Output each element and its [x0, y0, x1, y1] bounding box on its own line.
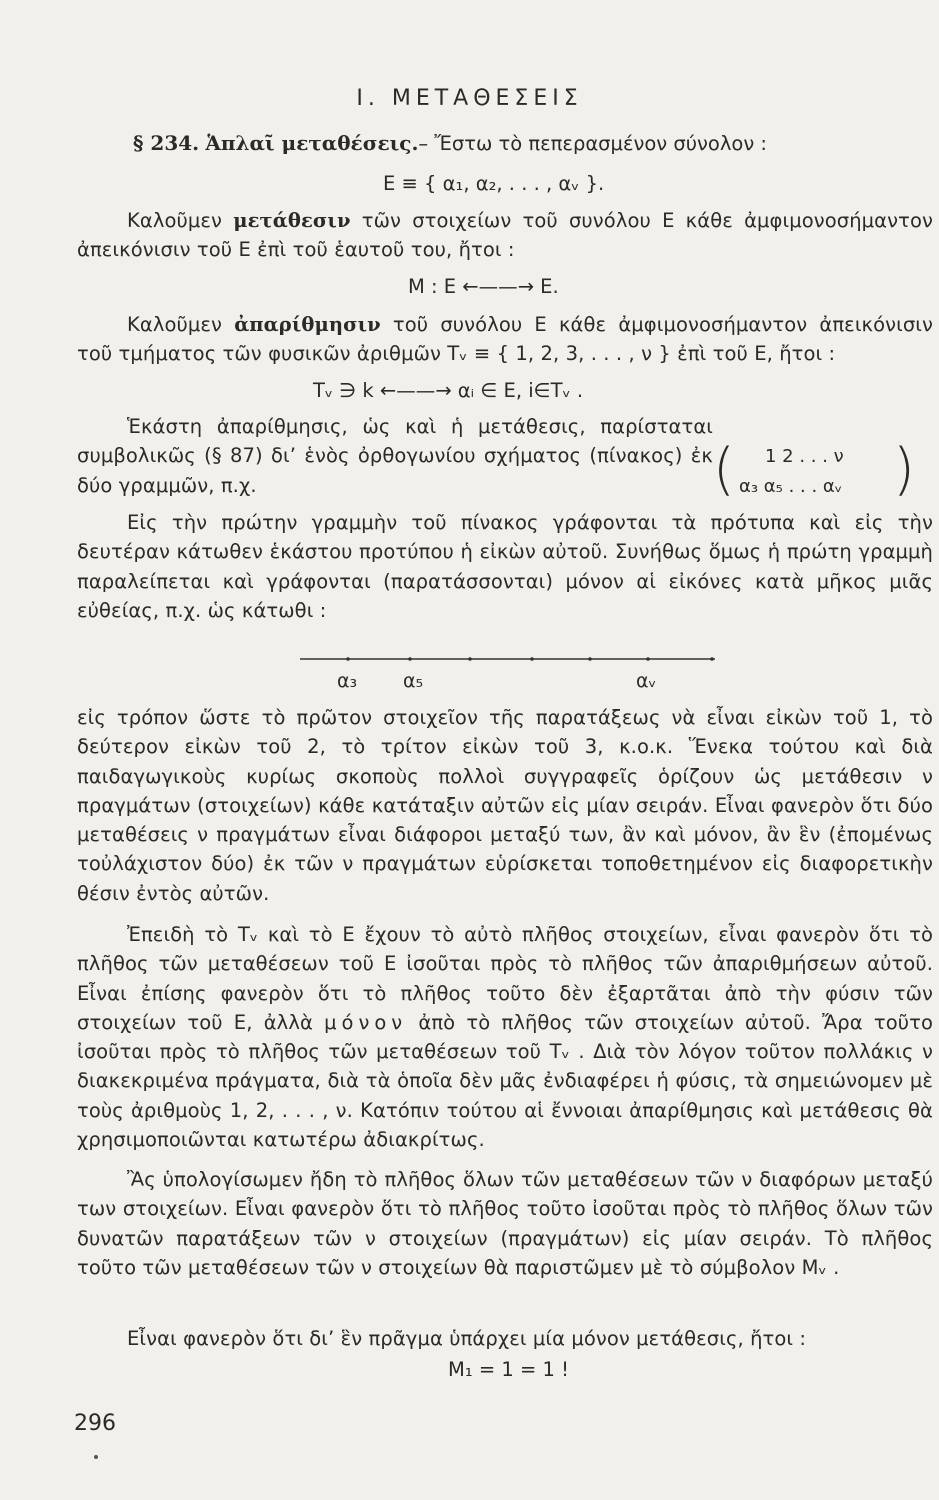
chapter-title: I. ΜΕΤΑΘΕΣΕΙΣ — [356, 86, 583, 111]
section-heading — [133, 131, 767, 155]
paragraph-enumeration-definition — [77, 310, 933, 369]
paragraph-single-element: Εἶναι φανερὸν ὅτι δι’ ἓν πρᾶγμα ὑπάρχει μία μόνον μετάθεσις, ἤτοι : — [127, 1327, 807, 1350]
set-equation: E ≡ { α₁, α₂, . . . , αᵥ }. — [383, 172, 605, 195]
para6-text-after: ἀπὸ τὸ πλῆθος τῶν στοιχείων αὐτοῦ. Ἄρα τοῦτο ἰσοῦται πρὸς τὸ πλῆθος τῶν μεταθέσεων τοῦ Tᵥ . Διὰ τὸν λόγον τοῦτον πολλάκις ν διακεκριμένα πράγματα, διὰ τὰ ὁποῖα δὲν μᾶς ἐνδιαφέρει ἡ φύσις, τὰ σημειώνομεν μὲ τοὺς ἀριθμοὺς 1, 2, . . . , ν. Κατόπιν τούτου αἱ ἔννοιαι ἀπαρίθμησις καὶ μετάθεσις θὰ χρησιμοποιῶνται κατωτέρω ἀδιακρίτως. — [77, 1010, 933, 1152]
para2-text-before: Καλοῦμεν — [127, 313, 235, 336]
arrangement-dot — [530, 657, 534, 661]
right-parenthesis: ) — [893, 437, 915, 502]
final-equation: M₁ = 1 = 1 ! — [448, 1358, 569, 1381]
arrangement-dot — [588, 657, 592, 661]
term-enumeration: ἀπαρίθμησιν — [234, 313, 381, 336]
line-label-a3: α₃ — [337, 670, 358, 692]
paragraph-matrix-rows: Εἰς τὴν πρώτην γραμμὴν τοῦ πίνακος γράφονται τὰ πρότυπα καὶ εἰς τὴν δευτέραν κάτωθεν ἑκάστου προτύπου ἡ εἰκὼν αὐτοῦ. Συνήθως ὅμως ἡ πρώτη γραμμὴ παραλείπεται καὶ γράφονται (παρατάσσονται) μόνον αἱ εἰκόνες κατὰ μῆκος μιᾶς εὐθείας, π.χ. ὡς κάτωθι : — [77, 511, 933, 622]
paragraph-count-computation: Ἂς ὑπολογίσωμεν ἤδη τὸ πλῆθος ὅλων τῶν μεταθέσεων τῶν ν διαφόρων μεταξύ των στοιχείων. Εἶναι φανερὸν ὅτι τὸ πλῆθος τοῦτο ἰσοῦται πρὸς τὸ πλῆθος ὅλων τῶν δυνατῶν παρατάξεων τῶν ν στοιχείων (πραγμάτων) εἰς μίαν σειράν. Τὸ πλῆθος τοῦτο τῶν μεταθέσεων τῶν ν στοιχείων θὰ παριστῶμεν μὲ τὸ σύμβολον Mᵥ . — [77, 1168, 933, 1279]
permutation-matrix — [713, 437, 918, 504]
arrangement-line — [300, 657, 715, 661]
matrix-bottom-row: α₃ α₅ . . . αᵥ — [739, 476, 843, 497]
arrangement-dot — [710, 657, 714, 661]
emphasis-only: μόνον — [324, 1010, 408, 1034]
para2-text-after: τοῦ συνόλου Ε κάθε ἀμφιμονοσήμαντον ἀπεικόνισιν τοῦ τμήματος τῶν φυσικῶν ἀριθμῶν Tᵥ ≡ { 1, 2, 3, . . . , ν } ἐπὶ τοῦ Ε, ἤτοι : — [77, 313, 933, 366]
paragraph-arrangement-meaning: εἰς τρόπον ὥστε τὸ πρῶτον στοιχεῖον τῆς παρατάξεως νὰ εἶναι εἰκὼν τοῦ 1, τὸ δεύτερον εἰκὼν τοῦ 2, τὸ τρίτον εἰκὼν τοῦ 3, κ.ο.κ. Ἕνεκα τούτου καὶ διὰ παιδαγωγικοὺς κυρίως σκοποὺς πολλοὶ συγγραφεῖς ὁρίζουν ὡς μετάθεσιν ν πραγμάτων (στοιχείων) κάθε κατάταξιν αὐτῶν εἰς μίαν σειράν. Εἶναι φανερὸν ὅτι δύο μεταθέσεις ν πραγμάτων εἶναι διάφοροι μεταξύ των, ἂν καὶ μόνον, ἂν ἓν (ἐπομένως τοὐλάχιστον δύο) ἐκ τῶν ν πραγμάτων εὑρίσκεται τοποθετημένον εἰς διαφορετικὴν θέσιν ἐντὸς αὐτῶν. — [77, 706, 933, 905]
arrangement-dot — [346, 657, 350, 661]
map-equation: M : E ←——→ E. — [408, 275, 559, 298]
term-permutation: μετάθεσιν — [233, 209, 351, 232]
section-intro: – Ἔστω τὸ πεπερασμένον σύνολον : — [418, 132, 767, 155]
arrangement-dot — [408, 657, 412, 661]
page-mark-dot — [94, 1455, 98, 1459]
para1-text-after: τῶν στοιχείων τοῦ συνόλου Ε κάθε ἀμφιμονοσήμαντον ἀπεικόνισιν τοῦ Ε ἐπὶ τοῦ ἑαυτοῦ του, ἤτοι : — [77, 209, 933, 262]
line-label-a5: α₅ — [403, 670, 424, 692]
section-number: § 234. — [133, 131, 200, 155]
section-title: Ἁπλαῖ μεταθέσεις. — [205, 131, 419, 155]
line-label-anu: αᵥ — [636, 670, 657, 692]
page-number: 296 — [74, 1411, 116, 1436]
arrangement-dot — [468, 657, 472, 661]
paragraph-count-equivalence — [77, 920, 933, 1154]
paragraph-symbolic-representation: Ἑκάστη ἀπαρίθμησις, ὡς καὶ ἡ μετάθεσις, παρίσταται συμβολικῶς (§ 87) δι’ ἑνὸς ὀρθογωνίου σχήματος (πίνακος) ἐκ δύο γραμμῶν, π.χ. — [77, 415, 713, 497]
enumeration-equation: Tᵥ ∋ k ←——→ αᵢ ∈ E, i∈Tᵥ . — [313, 379, 584, 402]
para1-text-before: Καλοῦμεν — [127, 209, 234, 232]
left-parenthesis: ( — [713, 437, 735, 502]
arrangement-dot — [646, 657, 650, 661]
paragraph-permutation-definition — [77, 206, 933, 265]
matrix-top-row: 1 2 . . . ν — [765, 446, 844, 467]
para6-text-before: Ἐπειδὴ τὸ Tᵥ καὶ τὸ Ε ἔχουν τὸ αὐτὸ πλῆθος στοιχείων, εἶναι φανερὸν ὅτι τὸ πλῆθος τῶν μεταθέσεων τοῦ Ε ἰσοῦται πρὸς τὸ πλῆθος τῶν ἀπαριθμήσεων αὐτοῦ. Εἶναι ἐπίσης φανερὸν ὅτι τὸ πλῆθος τοῦτο δὲν ἐξαρτᾶται ἀπὸ τὴν φύσιν τῶν στοιχείων τοῦ Ε, ἀλλὰ — [77, 923, 933, 1034]
